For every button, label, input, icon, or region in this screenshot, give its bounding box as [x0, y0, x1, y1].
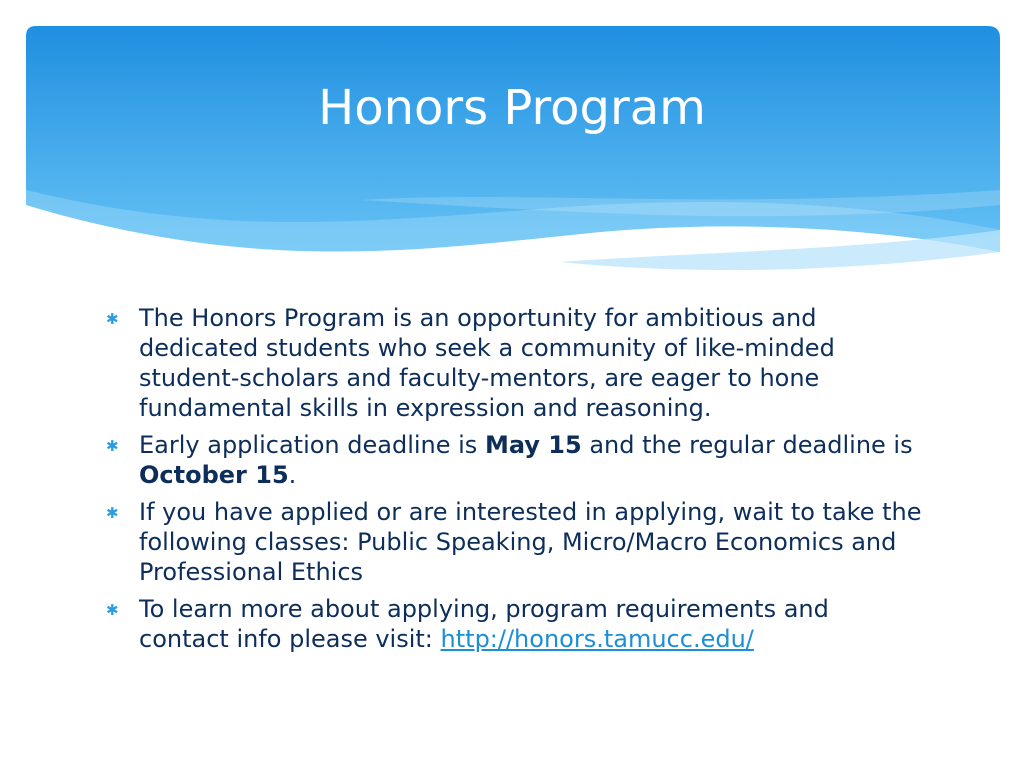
early-deadline-date: May 15: [484, 431, 582, 459]
asterisk-icon: ✱: [106, 437, 119, 455]
honors-website-link[interactable]: http://honors.tamucc.edu/: [440, 625, 754, 653]
asterisk-icon: ✱: [106, 504, 119, 522]
slide-content: [106, 303, 926, 661]
bullet-list: [106, 303, 926, 654]
bullet-item-program-description: [106, 303, 926, 423]
bullet-text: If you have applied or are interested in applying, wait to take the following classes: Public Speaking, Micro/Macro Economics and Professional Ethics: [139, 498, 922, 586]
header-wave-background: [0, 0, 1024, 300]
bullet-item-deadlines: [106, 430, 926, 490]
bullet-item-classes: [106, 497, 926, 587]
bullet-text: The Honors Program is an opportunity for ambitious and dedicated students who seek a community of like-minded student-scholars and faculty-mentors, are eager to hone fundamental skills in expression and reasoning.: [139, 304, 835, 422]
slide-title: Honors Program: [318, 80, 706, 136]
bullet-item-more-info: [106, 594, 926, 654]
asterisk-icon: ✱: [106, 601, 119, 619]
bullet-text-before: Early application deadline is: [139, 431, 485, 459]
bullet-text-after: .: [288, 461, 297, 489]
asterisk-icon: ✱: [106, 310, 119, 328]
bullet-text-mid: and the regular deadline is: [581, 431, 913, 459]
regular-deadline-date: October 15: [139, 461, 289, 489]
bullet-text-before: To learn more about applying, program requirements and contact info please visit:: [139, 595, 829, 653]
